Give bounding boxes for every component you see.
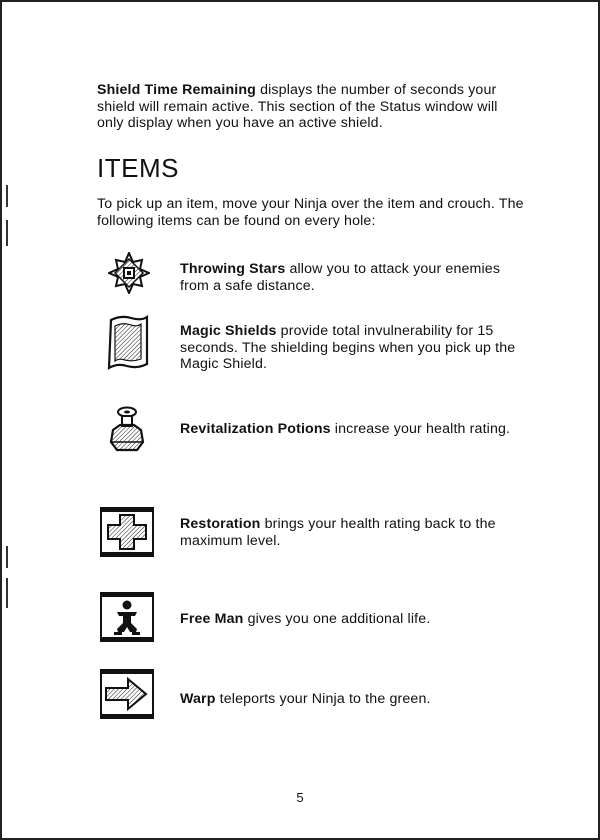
- item-name: Restoration: [180, 516, 261, 532]
- item-revitalization-potions: [180, 421, 525, 438]
- margin-mark: [6, 220, 8, 246]
- item-name: Revitalization Potions: [180, 421, 331, 437]
- restoration-cross-icon: [100, 507, 154, 557]
- margin-mark: [6, 185, 8, 207]
- warp-arrow-icon: [100, 669, 154, 719]
- shield-time-text: displays the number of seconds your shield will remain active. This section of the Status window will only display when you have an active shield.: [97, 82, 498, 131]
- item-description: increase your health rating.: [330, 421, 511, 437]
- margin-mark: [6, 578, 8, 608]
- item-name: Warp: [180, 691, 216, 707]
- item-description: brings your health rating back to the maximum level.: [180, 516, 496, 549]
- item-magic-shields: [180, 323, 525, 373]
- throwing-star-icon: [108, 252, 150, 294]
- item-throwing-stars: [180, 261, 525, 294]
- shield-time-paragraph: [97, 82, 527, 132]
- item-name: Throwing Stars: [180, 261, 286, 277]
- page-number: 5: [296, 790, 304, 805]
- shield-time-term: Shield Time Remaining: [97, 82, 256, 98]
- potion-icon: [108, 406, 148, 456]
- margin-mark: [6, 546, 8, 568]
- item-description: allow you to attack your enemies from a safe distance.: [180, 261, 501, 294]
- item-description: gives you one additional life.: [243, 611, 431, 627]
- item-name: Free Man: [180, 611, 244, 627]
- free-man-icon: [100, 592, 154, 642]
- items-intro: To pick up an item, move your Ninja over the item and crouch. The following items can be found on every hole:: [97, 196, 524, 229]
- item-free-man: [180, 611, 525, 628]
- item-name: Magic Shields: [180, 323, 277, 339]
- item-description: teleports your Ninja to the green.: [215, 691, 431, 707]
- item-warp: [180, 691, 525, 708]
- item-description: provide total invulnerability for 15 seconds. The shielding begins when you pick up the Magic Shield.: [180, 323, 516, 372]
- items-heading: ITEMS: [97, 153, 179, 183]
- magic-shield-icon: [105, 314, 151, 372]
- item-restoration: [180, 516, 525, 549]
